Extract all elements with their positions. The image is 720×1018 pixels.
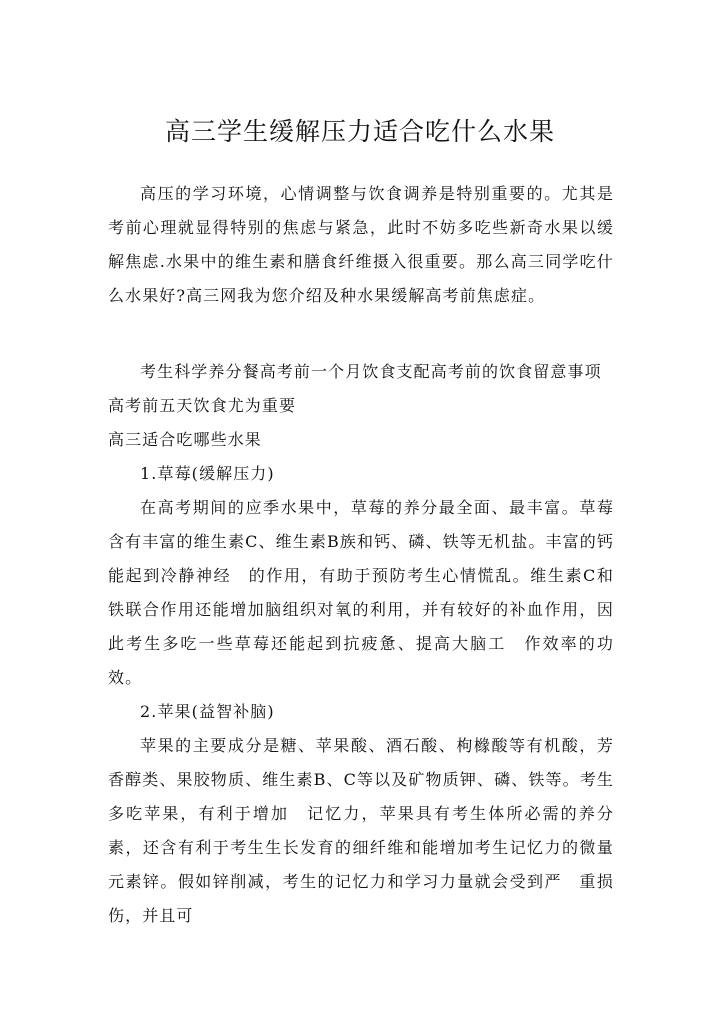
fruit-heading-apple: 2.苹果(益智补脑) (140, 702, 275, 721)
blank-line (108, 313, 614, 355)
intro-paragraph: 高压的学习环境，心情调整与饮食调养是特别重要的。尤其是考前心理就显得特别的焦虑与紧急，此时不妨多吃些新奇水果以缓解焦虑.水果中的维生素和膳食纤维摄入很重要。那么高三同学吃什么水果好?高三网我为您介绍及种水果缓解高考前焦虑症。 (108, 184, 614, 305)
related-links-line: 考生科学养分餐高考前一个月饮食支配高考前的饮食留意事项 (140, 362, 602, 381)
document-body (108, 177, 614, 933)
section-heading: 高三适合吃哪些水果 (108, 430, 262, 449)
fruit-heading-strawberry: 1.草莓(缓解压力) (140, 464, 275, 483)
related-article-line: 高考前五天饮食尤为重要 (108, 396, 297, 415)
strawberry-paragraph: 在高考期间的应季水果中，草莓的养分最全面、最丰富。草莓含有丰富的维生素C、维生素B族和钙、磷、铁等无机盐。丰富的钙能起到冷静神经 的作用，有助于预防考生心情慌乱。维生素C和铁联合作用还能增加脑组织对氧的利用，并有较好的补血作用，因此考生多吃一些草莓还能起到抗疲惫、提高大脑工 作效率的功效。 (108, 498, 614, 687)
document-title: 高三学生缓解压力适合吃什么水果 (164, 117, 555, 146)
apple-paragraph: 苹果的主要成分是糖、苹果酸、酒石酸、枸橼酸等有机酸，芳香醇类、果胶物质、维生素B、C等以及矿物质钾、磷、铁等。考生多吃苹果，有利于增加 记忆力，苹果具有考生体所必需的养分素，还含有利于考生生长发育的细纤维和能增加考生记忆力的微量元素锌。假如锌削减，考生的记忆力和学习力量就会受到严 重损伤，并且可 (108, 736, 614, 925)
